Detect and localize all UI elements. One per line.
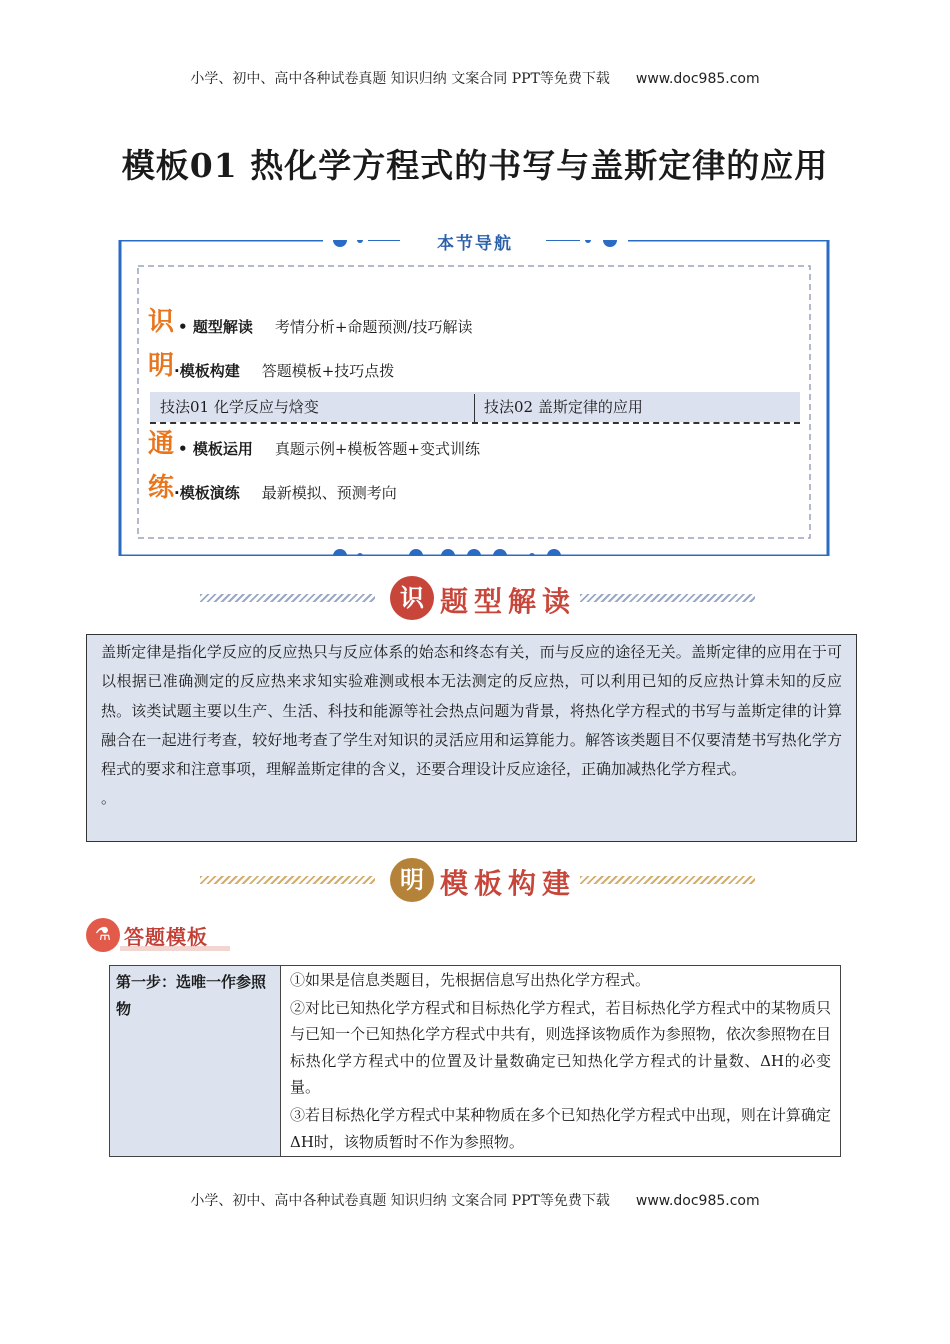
banner-label: 题型解读	[440, 585, 577, 618]
banner-stripe	[200, 876, 375, 884]
step-head: 第一步：选唯一作参照物	[110, 966, 281, 1157]
header-site-link[interactable]: www.doc985.com	[635, 71, 760, 87]
table-row	[110, 966, 841, 1157]
nav-title: 本节导航	[437, 234, 513, 254]
header-text: 小学、初中、高中各种试卷真题 知识归纳 文案合同 PPT等免费下载	[190, 71, 610, 87]
seal-clear-icon: 明	[390, 858, 434, 902]
page-header	[0, 68, 950, 88]
intro-box	[86, 634, 857, 842]
template-tag-label: 答题模板	[124, 925, 208, 949]
nav-row-desc: 最新模拟、预测考向	[261, 484, 397, 502]
intro-text: 盖斯定律是指化学反应的反应热只与反应体系的始态和终态有关，而与反应的途径无关。盖斯定律的应用在于可以根据已准确测定的反应热来求知实验难测或根本无法测定的反应热，可以利用已知的反应热计算未知的反应热。该类试题主要以生产、生活、科技和能源等社会热点问题为背景，将热化学方程式的书写与盖斯定律的计算融合在一起进行考查，较好地考查了学生对知识的灵活应用和运算能力。解答该类题目不仅要清楚书写热化学方程式的要求和注意事项，理解盖斯定律的含义，还要合理设计反应途径，正确加减热化学方程式。	[101, 643, 842, 779]
step-item: ③若目标热化学方程式中某种物质在多个已知热化学方程式中出现，则在计算确定ΔH时，该物质暂时不作为参照物。	[290, 1106, 831, 1151]
section-banner-interpret	[200, 574, 755, 624]
step-body	[281, 966, 841, 1157]
banner-stripe	[200, 594, 375, 602]
skill-divider	[474, 394, 475, 422]
footer-text: 小学、初中、高中各种试卷真题 知识归纳 文案合同 PPT等免费下载	[190, 1193, 610, 1209]
template-tag	[86, 918, 236, 952]
section-banner-build	[200, 856, 755, 906]
nav-row-label: • 模板运用	[178, 440, 253, 458]
nav-row-desc: 答题模板+技巧点拨	[261, 362, 395, 380]
step-item: ①如果是信息类题目，先根据信息写出热化学方程式。	[290, 970, 651, 989]
nav-row-desc: 考情分析+命题预测/技巧解读	[274, 318, 473, 336]
skill-link-02[interactable]: 技法02 盖斯定律的应用	[484, 398, 643, 416]
nav-row-glyph: 明	[148, 351, 175, 381]
seal-identify-icon: 识	[390, 576, 434, 620]
nav-row-label: ·模板演练	[174, 484, 240, 502]
nav-row-build[interactable]	[148, 347, 394, 381]
nav-row-glyph: 识	[148, 307, 175, 337]
nav-row-label: • 题型解读	[178, 318, 253, 336]
banner-stripe	[580, 594, 755, 602]
footer-site-link[interactable]: www.doc985.com	[635, 1193, 760, 1209]
nav-row-practice[interactable]	[148, 469, 397, 503]
nav-row-identify[interactable]	[148, 303, 472, 337]
nav-row-apply[interactable]	[148, 425, 480, 459]
steps-table	[109, 965, 841, 1157]
banner-label: 模板构建	[440, 867, 577, 900]
skill-link-01[interactable]: 技法01 化学反应与焓变	[160, 398, 319, 416]
flask-icon: ⚗	[86, 918, 120, 952]
skill-dash-line	[150, 422, 800, 424]
step-item: ②对比已知热化学方程式和目标热化学方程式，若目标热化学方程式中的某物质只与已知一个已知热化学方程式中共有，则选择该物质作为参照物，依次参照物在目标热化学方程式中的位置及计量数确定已知热化学方程式的计量数、ΔH的必变量。	[290, 998, 831, 1097]
banner-stripe	[580, 876, 755, 884]
intro-tail: 。	[101, 789, 117, 808]
page-footer	[0, 1190, 950, 1210]
nav-row-label: ·模板构建	[174, 362, 240, 380]
nav-row-glyph: 通	[148, 429, 175, 459]
page-title: 模板01 热化学方程式的书写与盖斯定律的应用	[121, 146, 829, 185]
nav-row-glyph: 练	[148, 473, 175, 503]
nav-row-desc: 真题示例+模板答题+变式训练	[274, 440, 480, 458]
